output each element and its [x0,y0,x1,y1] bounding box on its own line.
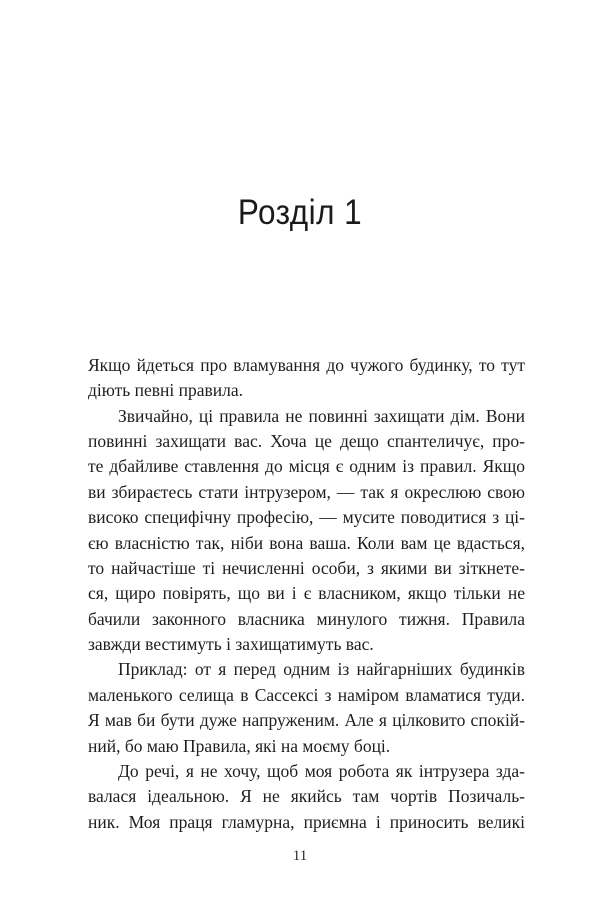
text-line: Якщо йдеться про вламування до чужого будинку, то тут [88,355,525,375]
text-line: бачили законного власника минулого тижня. Правила [88,608,525,629]
text-line: діють певні правила. [88,380,243,401]
text-line: то найчастіше ті нечисленні особи, з якими ви зіткнете- [88,557,525,578]
text-line: ний, бо маю Правила, які на моєму боці. [88,735,391,756]
page-number: 11 [292,848,308,864]
text-line: Я мав би бути дуже напруженим. Але я цілковито спокій- [88,710,525,731]
text-line: Приклад: от я перед одним із найгарніших будинків [118,659,525,680]
text-line: високо специфічну професію, — мусите поводитися з ці- [88,507,525,528]
text-line: валася ідеальною. Я не якийсь там чортів Позичаль- [88,786,525,807]
text-line: єю власністю так, ніби вона ваша. Коли вам це вдасться, [88,532,525,553]
text-line: маленького селища в Сассексі з наміром вламатися туди. [88,684,525,705]
text-line: ся, щиро повірять, що ви і є власником, якщо тільки не [88,583,525,604]
text-line: Звичайно, ці правила не повинні захищати дім. Вони [118,405,525,426]
text-line: До речі, я не хочу, щоб моя робота як інтрузера зда- [118,760,525,781]
text-line: ви збираєтесь стати інтрузером, — так я окреслюю свою [88,481,525,502]
text-line: ник. Моя праця гламурна, приємна і приносить великі [88,811,525,832]
text-line: повинні захищати вас. Хоча це дещо спантеличує, про- [88,431,525,452]
chapter-title: Розділ 1 [237,193,363,232]
text-line: те дбайливе ставлення до місця є одним із правил. Якщо [88,456,525,477]
text-line: завжди вестимуть і захищатимуть вас. [88,634,374,655]
